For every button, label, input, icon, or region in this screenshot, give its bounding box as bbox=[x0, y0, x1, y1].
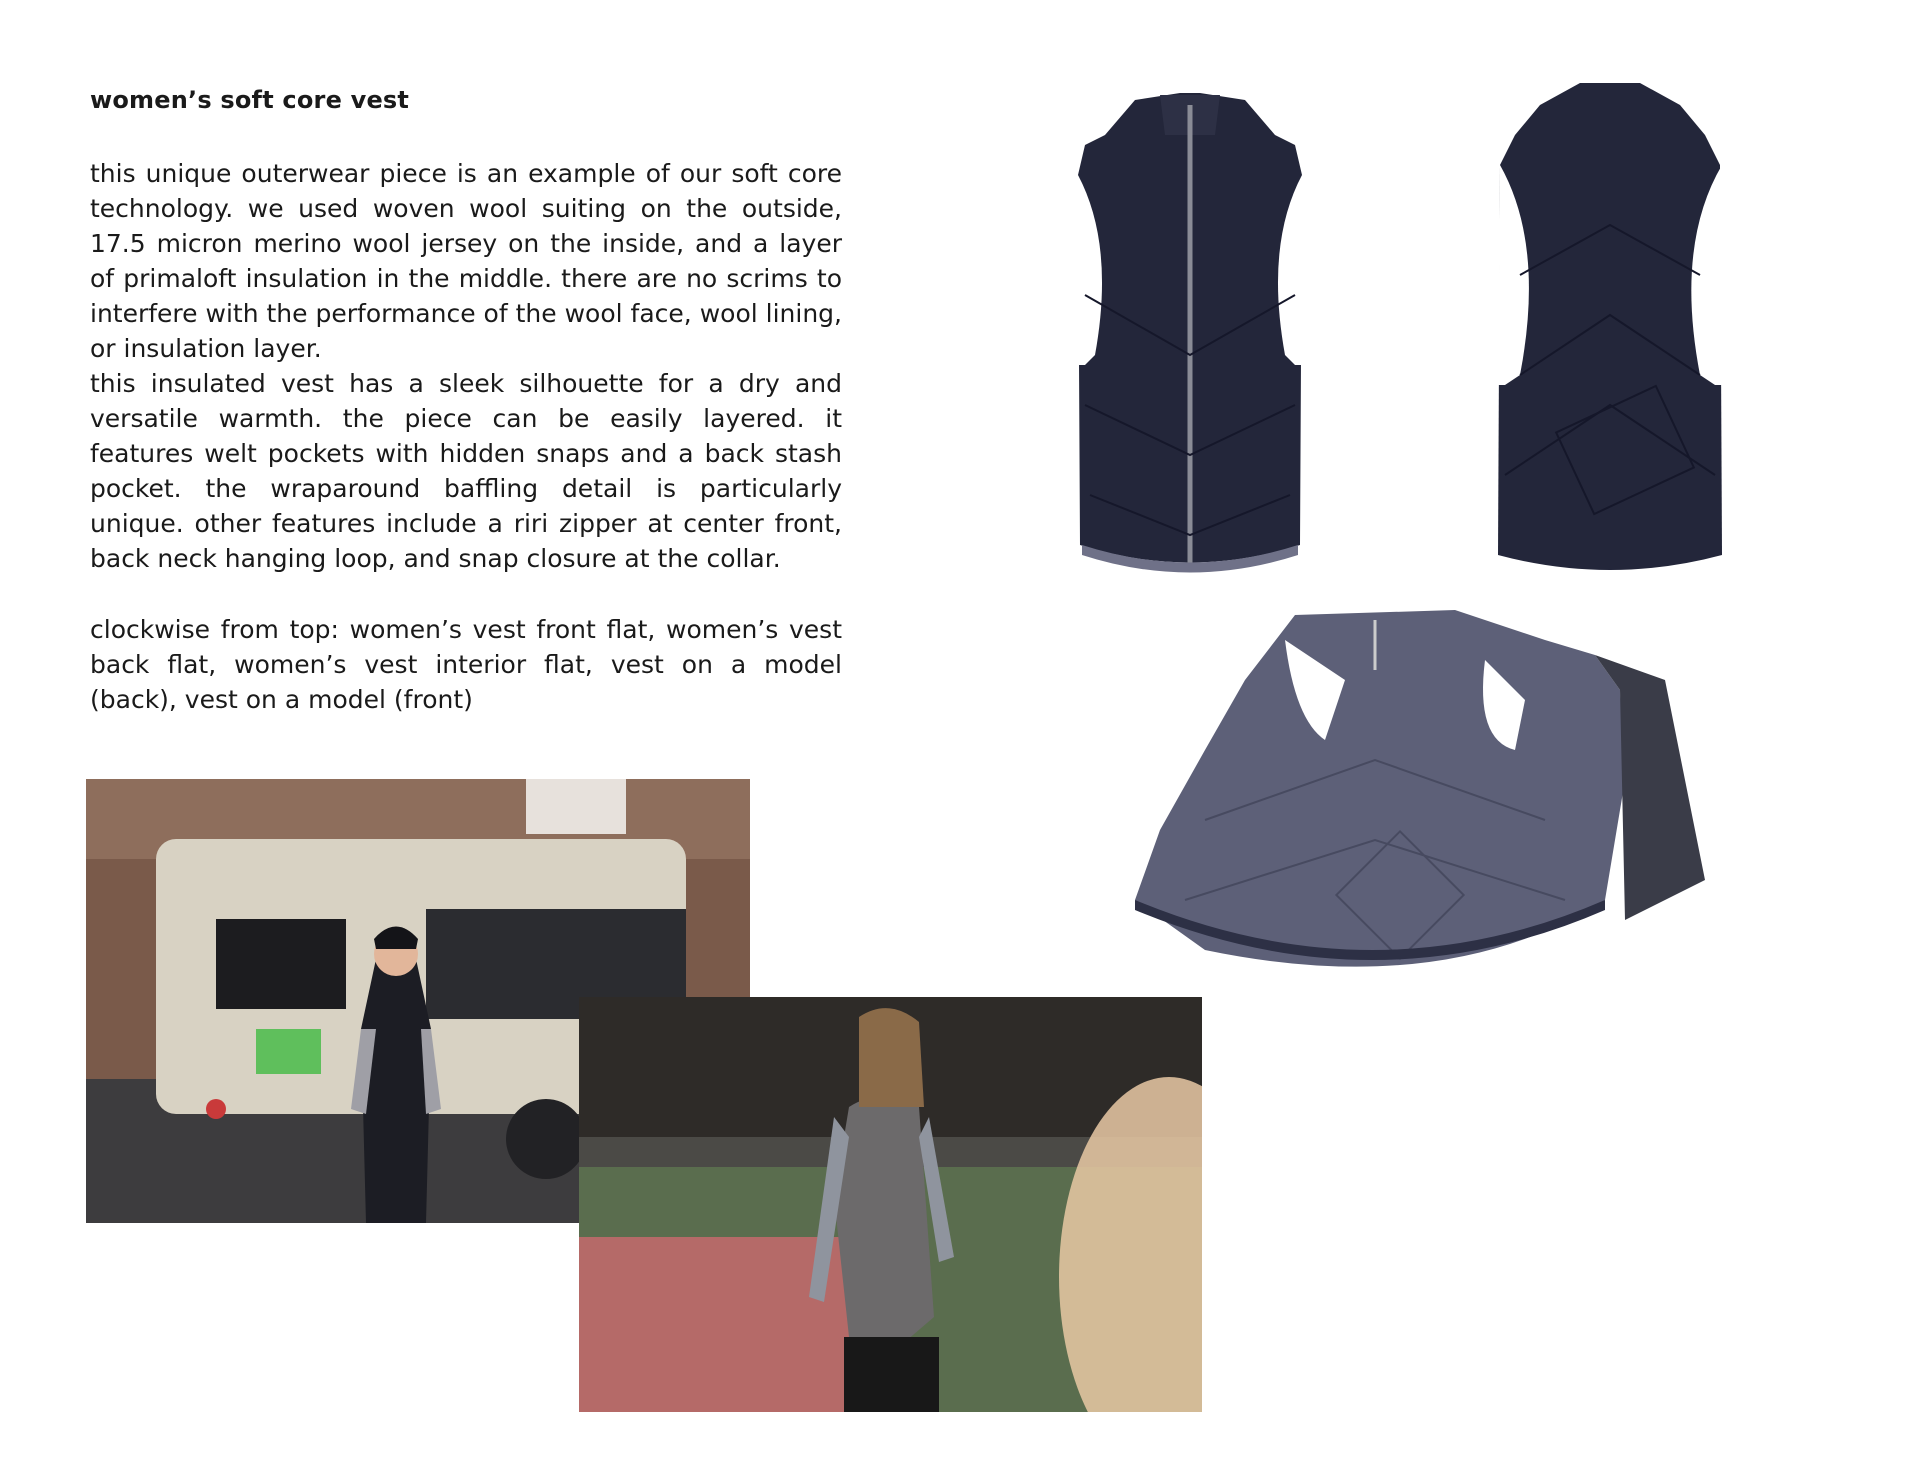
vest-back-flat-image bbox=[1450, 75, 1770, 575]
description-paragraph-1: this unique outerwear piece is an example of our soft core technology. we used woven wool suiting on the outside, 17.5 micron merino wool jersey on the inside, and a layer of primaloft insulation in the middle. there are no scrims to interfere with the performance of the wool face, wool lining, or insulation layer. bbox=[90, 159, 842, 363]
page-title: women’s soft core vest bbox=[90, 86, 410, 114]
vest-front-flat-image bbox=[1040, 75, 1340, 575]
model-back-photo bbox=[579, 997, 1202, 1412]
caption-paragraph: clockwise from top: women’s vest front flat, women’s vest back flat, women’s vest interior flat, vest on a model (back), vest on a model (front) bbox=[90, 615, 842, 714]
description-paragraph-2: this insulated vest has a sleek silhouette for a dry and versatile warmth. the piece can be easily layered. it features welt pockets with hidden snaps and a back stash pocket. the wraparound baffling detail is particularly unique. other features include a riri zipper at center front, back neck hanging loop, and snap closure at the collar. bbox=[90, 369, 842, 573]
vest-interior-flat-image bbox=[1125, 600, 1725, 1000]
